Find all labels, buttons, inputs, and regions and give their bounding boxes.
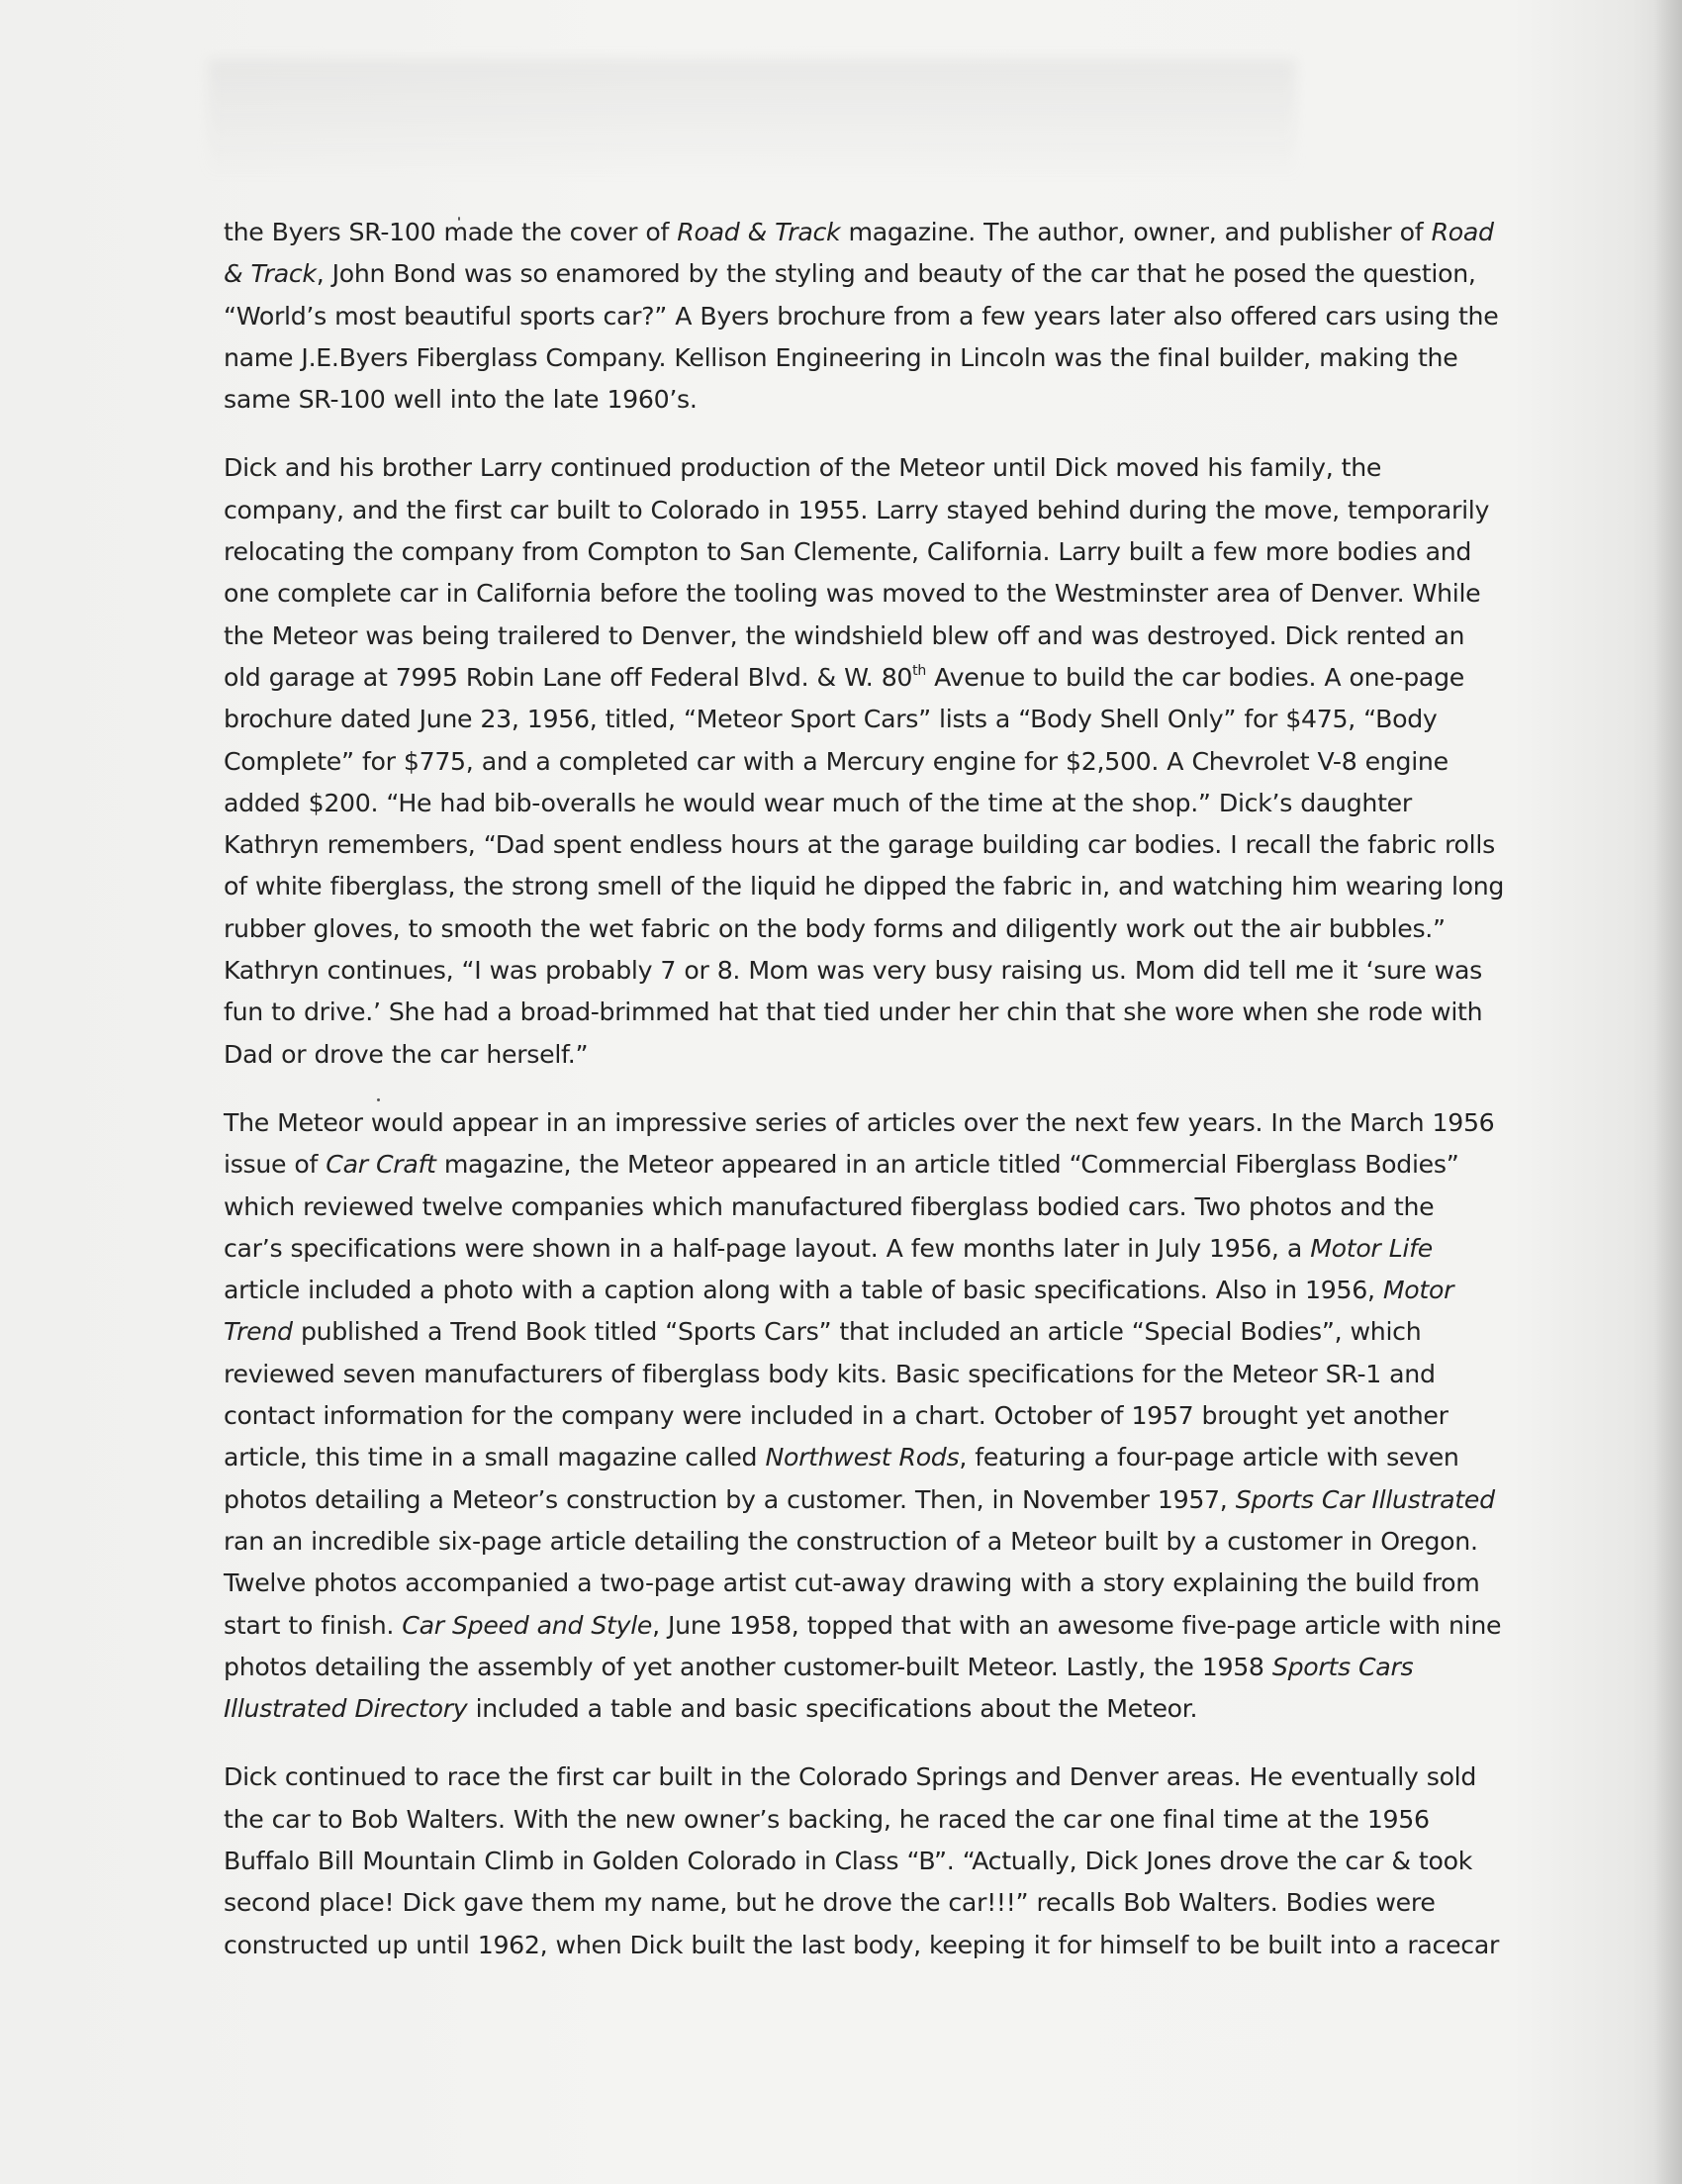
show-through-bleed — [208, 59, 1296, 178]
page-edge-shadow — [1654, 0, 1682, 2184]
text-run: Avenue to build the car bodies. A one-page — [925, 662, 1464, 692]
text-run: added $200. “He had bib-overalls he would wear much of the time at the shop.” Dick’s daughter — [224, 788, 1412, 817]
text-line — [224, 699, 1500, 740]
text-line — [224, 447, 1500, 489]
paragraph — [224, 447, 1505, 1075]
publication-title: Motor Life — [1310, 1233, 1433, 1263]
text-line — [224, 379, 1500, 421]
text-run: photos detailing the assembly of yet another customer-built Meteor. Lastly, the 1958 — [224, 1652, 1272, 1681]
publication-title: Motor — [1382, 1276, 1454, 1305]
text-run: ran an incredible six-page article detailing the construction of a Meteor built by a customer in Oregon. — [224, 1526, 1478, 1556]
text-line — [224, 1521, 1500, 1563]
paragraph — [224, 212, 1500, 421]
text-line — [224, 490, 1500, 531]
text-line — [224, 1034, 1500, 1076]
text-run: relocating the company from Compton to San Clemente, California. Larry built a few more bodies and — [224, 537, 1472, 567]
text-line — [224, 1144, 1500, 1186]
text-line — [224, 992, 1500, 1033]
text-run: photos detailing a Meteor’s construction by a customer. Then, in November 1957, — [224, 1484, 1236, 1514]
text-run: same SR-100 well into the late 1960’s. — [224, 385, 698, 415]
text-line — [224, 1882, 1500, 1924]
publication-title: Road & Track — [677, 218, 841, 246]
text-line — [224, 866, 1505, 907]
publication-title: Sports Car Illustrated — [1235, 1484, 1495, 1514]
text-run: contact information for the company were included in a chart. October of 1957 brought yet another — [224, 1401, 1448, 1431]
text-run: old garage at 7995 Robin Lane off Federal Blvd. & W. 80 — [224, 662, 913, 692]
paragraph — [224, 1757, 1500, 1965]
text-run: car’s specifications were shown in a half-page layout. A few months later in July 1956, a — [224, 1233, 1311, 1263]
text-run: reviewed seven manufacturers of fiberglass body kits. Basic specifications for the Meteor SR-1 and — [224, 1359, 1436, 1388]
text-run: start to finish. — [224, 1610, 403, 1640]
text-line — [224, 531, 1500, 573]
text-run: “World’s most beautiful sports car?” A Byers brochure from a few years later also offered cars using the — [224, 301, 1499, 331]
text-line — [224, 253, 1500, 295]
text-run: Dick continued to race the first car built in the Colorado Springs and Denver areas. He eventually sold — [224, 1762, 1477, 1792]
text-run: issue of — [224, 1150, 327, 1180]
text-run: one complete car in California before the tooling was moved to the Westminster area of Denver. While — [224, 579, 1481, 609]
text-line — [224, 1228, 1500, 1270]
text-line — [224, 1102, 1500, 1144]
text-run: the Meteor was being trailered to Denver, the windshield blew off and was destroyed. Dick rented an — [224, 620, 1465, 650]
text-line — [224, 337, 1500, 379]
text-line — [224, 657, 1500, 699]
text-run: the Byers SR-100 made the cover of — [224, 218, 678, 246]
publication-title: Trend — [224, 1317, 293, 1347]
text-run: , featuring a four-page article with seven — [959, 1443, 1459, 1472]
text-line — [224, 1395, 1500, 1437]
text-run: magazine. The author, owner, and publisher of — [840, 218, 1432, 246]
text-line — [224, 1437, 1500, 1478]
text-run: second place! Dick gave them my name, but he drove the car!!!” recalls Bob Walters. Bodies were — [224, 1888, 1436, 1918]
text-line — [224, 1354, 1500, 1395]
article-body — [224, 212, 1505, 1993]
text-run: constructed up until 1962, when Dick built the last body, keeping it for himself to be built into a racecar — [224, 1930, 1500, 1959]
text-line — [224, 741, 1500, 783]
text-run: Dad or drove the car herself.” — [224, 1039, 589, 1069]
text-run: Complete” for $775, and a completed car with a Mercury engine for $2,500. A Chevrolet V-8 engine — [224, 746, 1448, 776]
text-line — [224, 616, 1500, 657]
paragraph — [224, 1102, 1500, 1730]
publication-title: Car Speed and Style — [402, 1610, 653, 1640]
text-line — [224, 296, 1500, 337]
text-run: magazine, the Meteor appeared in an article titled “Commercial Fiberglass Bodies” — [435, 1150, 1459, 1180]
text-run: The Meteor would appear in an impressive series of articles over the next few years. In the March 1956 — [224, 1107, 1495, 1137]
text-run: published a Trend Book titled “Sports Cars” that included an article “Special Bodies”, which — [292, 1317, 1422, 1347]
text-line — [224, 212, 1500, 253]
text-line — [224, 950, 1500, 992]
publication-title: Northwest Rods — [765, 1443, 960, 1472]
text-line — [224, 1311, 1500, 1353]
text-line — [224, 1605, 1500, 1647]
text-run: article included a photo with a caption along with a table of basic specifications. Also in 1956, — [224, 1276, 1383, 1305]
text-run: article, this time in a small magazine called — [224, 1443, 766, 1472]
text-line — [224, 783, 1500, 824]
text-line — [224, 1563, 1500, 1604]
text-run: rubber gloves, to smooth the wet fabric on the body forms and diligently work out the air bubbles.” — [224, 913, 1446, 943]
text-line — [224, 1187, 1500, 1228]
text-run: company, and the first car built to Colorado in 1955. Larry stayed behind during the move, temporarily — [224, 495, 1490, 524]
text-line — [224, 1688, 1500, 1730]
text-run: fun to drive.’ She had a broad-brimmed hat that tied under her chin that she wore when she rode with — [224, 997, 1483, 1027]
text-run: , June 1958, topped that with an awesome five-page article with nine — [652, 1610, 1502, 1640]
text-run: brochure dated June 23, 1956, titled, “Meteor Sport Cars” lists a “Body Shell Only” for $475, “Body — [224, 705, 1438, 734]
publication-title: Car Craft — [326, 1150, 436, 1180]
text-line — [224, 1270, 1500, 1311]
text-line — [224, 1841, 1500, 1882]
text-line — [224, 1799, 1500, 1841]
text-run: Twelve photos accompanied a two-page artist cut-away drawing with a story explaining the build from — [224, 1568, 1480, 1598]
text-run: Buffalo Bill Mountain Climb in Golden Colorado in Class “B”. “Actually, Dick Jones drove the car & took — [224, 1846, 1473, 1875]
text-run: the car to Bob Walters. With the new owner’s backing, he raced the car one final time at the 1956 — [224, 1804, 1430, 1834]
text-line — [224, 824, 1500, 866]
text-line — [224, 1479, 1500, 1521]
text-run: , John Bond was so enamored by the styling and beauty of the car that he posed the question, — [316, 259, 1476, 289]
text-run: included a table and basic specifications about the Meteor. — [467, 1694, 1198, 1724]
text-run: Kathryn remembers, “Dad spent endless hours at the garage building car bodies. I recall the fabric rolls — [224, 830, 1495, 860]
text-run: name J.E.Byers Fiberglass Company. Kellison Engineering in Lincoln was the final builder, making the — [224, 342, 1458, 372]
text-run: Kathryn continues, “I was probably 7 or 8. Mom was very busy raising us. Mom did tell me it ‘sure was — [224, 956, 1482, 986]
text-run: which reviewed twelve companies which manufactured fiberglass bodied cars. Two photos and the — [224, 1191, 1435, 1221]
text-line — [224, 908, 1500, 950]
text-line — [224, 573, 1500, 615]
publication-title: Illustrated Directory — [224, 1694, 468, 1724]
text-run: Dick and his brother Larry continued production of the Meteor until Dick moved his family, the — [224, 453, 1382, 483]
superscript: th — [912, 662, 926, 679]
text-line — [224, 1647, 1500, 1688]
text-run: of white fiberglass, the strong smell of the liquid he dipped the fabric in, and watching him wearing long — [224, 872, 1505, 902]
publication-title: & Track — [224, 259, 317, 289]
text-line — [224, 1757, 1500, 1798]
publication-title: Sports Cars — [1271, 1652, 1414, 1681]
text-line — [224, 1925, 1500, 1966]
publication-title: Road — [1431, 218, 1494, 246]
